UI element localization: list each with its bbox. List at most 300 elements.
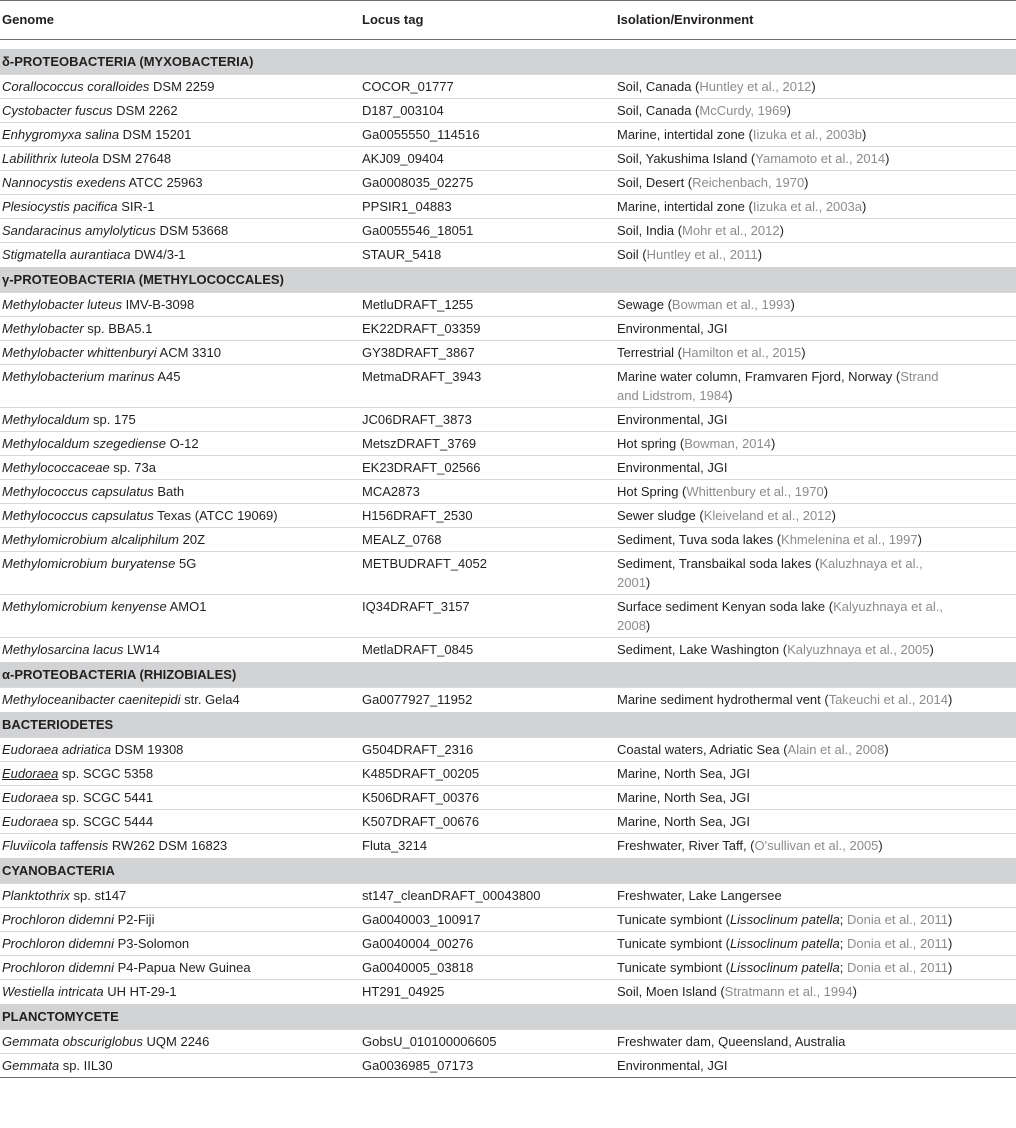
table-row [0, 834, 1016, 858]
locus-tag-cell: G504DRAFT_2316 [360, 738, 615, 762]
environment-close: ) [786, 103, 791, 118]
genome-cell [0, 884, 360, 908]
genome-cell [0, 688, 360, 712]
strain-name: P2-Fiji [114, 912, 155, 927]
environment-close: ) [861, 127, 867, 142]
species-name: Plesiocystis pacifica [2, 199, 118, 214]
table-row [0, 171, 1016, 195]
strain-name: DSM 53668 [155, 223, 229, 238]
citation-link[interactable]: Kleiveland et al., 2012 [703, 508, 832, 523]
environment-close: ) [804, 175, 809, 190]
environment-cell [615, 147, 1016, 171]
environment-cell [615, 243, 1016, 267]
strain-name: P3-Solomon [114, 936, 190, 951]
genome-cell [0, 810, 360, 834]
table-row [0, 365, 1016, 408]
environment-cell [615, 171, 1016, 195]
table-row [0, 932, 1016, 956]
strain-name: sp. IIL30 [59, 1058, 113, 1073]
locus-tag-cell: Ga0055546_18051 [360, 219, 615, 243]
citation-link[interactable]: Alain et al., 2008 [787, 742, 885, 757]
locus-tag-cell: GY38DRAFT_3867 [360, 341, 615, 365]
genome-cell [0, 123, 360, 147]
host-species: Lissoclinum patella [729, 912, 840, 927]
table-row [0, 595, 1016, 638]
table-row [0, 504, 1016, 528]
citation-link[interactable]: Whittenbury et al., 1970 [686, 484, 824, 499]
genome-cell [0, 528, 360, 552]
environment-text: Soil, Moen Island ( [617, 984, 725, 999]
strain-name: A45 [154, 369, 181, 384]
genome-cell [0, 932, 360, 956]
species-name: Westiella intricata [2, 984, 104, 999]
environment-text: Marine water column, Framvaren Fjord, Norway ( [617, 369, 901, 384]
environment-text: Freshwater, River Taff, ( [617, 838, 755, 853]
locus-tag-cell: MetlaDRAFT_0845 [360, 638, 615, 662]
table-row [0, 1030, 1016, 1054]
citation-link[interactable]: Bowman, 2014 [684, 436, 771, 451]
environment-cell [615, 99, 1016, 123]
environment-cell [615, 932, 1016, 956]
species-name: Eudoraea adriatica [2, 742, 112, 757]
environment-text: Sediment, Lake Washington ( [617, 642, 788, 657]
citation-link[interactable]: Donia et al., 2011 [847, 936, 948, 951]
locus-tag-cell: MetmaDRAFT_3943 [360, 365, 615, 408]
strain-name: LW14 [123, 642, 160, 657]
environment-cell [615, 956, 1016, 980]
environment-close: ) [757, 247, 763, 262]
species-name: Eudoraea [2, 790, 59, 805]
species-name: Methylomicrobium kenyense [2, 599, 167, 614]
header-row [0, 1, 1016, 40]
genome-cell [0, 293, 360, 317]
environment-text: Tunicate symbiont ( [617, 912, 730, 927]
locus-tag-cell: COCOR_01777 [360, 75, 615, 99]
species-name: Eudoraea [2, 814, 59, 829]
environment-close: ) [884, 742, 889, 757]
strain-name: ACM 3310 [156, 345, 221, 360]
table-row [0, 123, 1016, 147]
table-row [0, 75, 1016, 99]
environment-text: Sewer sludge ( [617, 508, 704, 523]
genome-cell [0, 956, 360, 980]
environment-close: ) [823, 484, 829, 499]
citation-link[interactable]: Takeuchi et al., 2014 [828, 692, 948, 707]
environment-close: ) [929, 642, 934, 657]
genome-cell [0, 365, 360, 408]
locus-tag-cell: Ga0040004_00276 [360, 932, 615, 956]
table-row [0, 195, 1016, 219]
strain-name: IMV-B-3098 [121, 297, 195, 312]
table-row [0, 99, 1016, 123]
strain-name: sp. SCGC 5358 [58, 766, 154, 781]
species-name: Methylobacter [2, 321, 84, 336]
environment-cell [615, 456, 1016, 480]
host-separator: ; [839, 936, 848, 951]
environment-close: ) [947, 912, 953, 927]
strain-name: sp. SCGC 5441 [58, 790, 154, 805]
environment-cell [615, 738, 1016, 762]
table-row [0, 293, 1016, 317]
locus-tag-cell: MetszDRAFT_3769 [360, 432, 615, 456]
citation-link[interactable]: Reichenbach, 1970 [692, 175, 805, 190]
section-title: α-PROTEOBACTERIA (RHIZOBIALES) [0, 662, 1016, 688]
section-title: BACTERIODETES [0, 712, 1016, 738]
table-row [0, 1054, 1016, 1078]
header-spacer [0, 40, 1016, 49]
table-row [0, 552, 1016, 595]
locus-tag-cell: EK22DRAFT_03359 [360, 317, 615, 341]
environment-text: Soil ( [617, 247, 647, 262]
environment-text: Coastal waters, Adriatic Sea ( [617, 742, 788, 757]
citation-link[interactable]: Huntley et al., 2012 [699, 79, 812, 94]
genome-cell [0, 908, 360, 932]
section-title: γ-PROTEOBACTERIA (METHYLOCOCCALES) [0, 267, 1016, 293]
species-name: Corallococcus coralloides [2, 79, 150, 94]
genome-cell [0, 408, 360, 432]
citation-link[interactable]: Khmelenina et al., 1997 [781, 532, 918, 547]
citation-link[interactable]: Iizuka et al., 2003b [752, 127, 862, 142]
table-row [0, 408, 1016, 432]
strain-name: sp. 175 [89, 412, 136, 427]
environment-cell [615, 1030, 1016, 1054]
genome-cell [0, 786, 360, 810]
locus-tag-cell: D187_003104 [360, 99, 615, 123]
environment-close: ) [947, 692, 953, 707]
strain-name: DSM 27648 [98, 151, 172, 166]
species-name: Methylococcus capsulatus [2, 484, 154, 499]
species-name: Stigmatella aurantiaca [2, 247, 131, 262]
genome-cell [0, 595, 360, 638]
environment-cell [615, 980, 1016, 1004]
environment-text: Environmental, JGI [617, 412, 728, 427]
table-row [0, 884, 1016, 908]
species-name: Methylosarcina lacus [2, 642, 124, 657]
strain-name: AMO1 [166, 599, 207, 614]
strain-name: 5G [175, 556, 197, 571]
citation-link[interactable]: Kalyuzhnaya et al., 2008 [617, 599, 943, 633]
environment-close: ) [811, 79, 816, 94]
strain-name: DSM 19308 [111, 742, 184, 757]
environment-text: Sediment, Transbaikal soda lakes ( [617, 556, 820, 571]
genome-cell [0, 99, 360, 123]
strain-name: sp. SCGC 5444 [58, 814, 154, 829]
genome-cell [0, 738, 360, 762]
locus-tag-cell: H156DRAFT_2530 [360, 504, 615, 528]
section-title: δ-PROTEOBACTERIA (MYXOBACTERIA) [0, 49, 1016, 75]
environment-text: Freshwater dam, Queensland, Australia [617, 1034, 846, 1049]
citation-link[interactable]: O'sullivan et al., 2005 [754, 838, 879, 853]
table-row [0, 688, 1016, 712]
environment-cell [615, 908, 1016, 932]
environment-cell [615, 341, 1016, 365]
strain-name: str. Gela4 [180, 692, 240, 707]
citation-link[interactable]: Hamilton et al., 2015 [682, 345, 802, 360]
species-name: Enhygromyxa salina [2, 127, 120, 142]
species-name: Cystobacter fuscus [2, 103, 113, 118]
environment-cell [615, 317, 1016, 341]
genome-cell [0, 317, 360, 341]
table-row [0, 762, 1016, 786]
table-header [0, 1, 1016, 40]
environment-text: Sediment, Tuva soda lakes ( [617, 532, 782, 547]
environment-text: Tunicate symbiont ( [617, 960, 730, 975]
environment-text: Terrestrial ( [617, 345, 683, 360]
strain-name: O-12 [166, 436, 199, 451]
environment-close: ) [645, 575, 651, 590]
species-name: Methylococcus capsulatus [2, 508, 154, 523]
section-row [0, 662, 1016, 688]
table-row [0, 317, 1016, 341]
environment-cell [615, 365, 1016, 408]
strain-name: sp. BBA5.1 [83, 321, 153, 336]
genome-cell [0, 195, 360, 219]
environment-text: Marine, North Sea, JGI [617, 766, 750, 781]
species-name: Methylomicrobium alcaliphilum [2, 532, 180, 547]
locus-tag-cell: METBUDRAFT_4052 [360, 552, 615, 595]
species-name: Methyloceanibacter caenitepidi [2, 692, 181, 707]
environment-text: Marine, North Sea, JGI [617, 814, 750, 829]
citation-link[interactable]: Strand and Lidstrom, 1984 [617, 369, 939, 403]
genome-cell [0, 243, 360, 267]
environment-cell [615, 810, 1016, 834]
genome-cell [0, 762, 360, 786]
environment-text: Marine sediment hydrothermal vent ( [617, 692, 829, 707]
environment-cell [615, 480, 1016, 504]
host-species: Lissoclinum patella [729, 960, 840, 975]
citation-link[interactable]: Donia et al., 2011 [847, 912, 948, 927]
environment-text: Surface sediment Kenyan soda lake ( [617, 599, 834, 614]
environment-cell [615, 595, 1016, 638]
environment-close: ) [852, 984, 857, 999]
table-row [0, 980, 1016, 1004]
species-name: Methylocaldum szegediense [2, 436, 167, 451]
locus-tag-cell: Ga0040005_03818 [360, 956, 615, 980]
environment-text: Hot spring ( [617, 436, 685, 451]
genome-cell [0, 456, 360, 480]
locus-tag-cell: Fluta_3214 [360, 834, 615, 858]
environment-close: ) [885, 151, 890, 166]
species-name: Methylocaldum [2, 412, 90, 427]
species-name: Planktothrix [2, 888, 70, 903]
locus-tag-cell: IQ34DRAFT_3157 [360, 595, 615, 638]
species-name: Gemmata obscuriglobus [2, 1034, 143, 1049]
locus-tag-cell: st147_cleanDRAFT_00043800 [360, 884, 615, 908]
strain-name: DSM 15201 [119, 127, 192, 142]
locus-tag-cell: Ga0036985_07173 [360, 1054, 615, 1078]
locus-tag-cell: GobsU_010100006605 [360, 1030, 615, 1054]
environment-cell [615, 552, 1016, 595]
section-row [0, 267, 1016, 293]
species-name: Methylobacter luteus [2, 297, 122, 312]
environment-cell [615, 293, 1016, 317]
species-name: Prochloron didemni [2, 960, 115, 975]
strain-name: Bath [153, 484, 185, 499]
genome-cell [0, 1054, 360, 1078]
environment-cell [615, 408, 1016, 432]
environment-text: Sewage ( [617, 297, 672, 312]
locus-tag-cell: K506DRAFT_00376 [360, 786, 615, 810]
environment-cell [615, 432, 1016, 456]
environment-text: Marine, North Sea, JGI [617, 790, 750, 805]
species-name: Nannocystis exedens [2, 175, 126, 190]
table-row [0, 243, 1016, 267]
strain-name: DSM 2262 [112, 103, 178, 118]
environment-text: Freshwater, Lake Langersee [617, 888, 782, 903]
environment-text: Soil, India ( [617, 223, 683, 238]
environment-text: Environmental, JGI [617, 460, 728, 475]
table-row [0, 908, 1016, 932]
strain-name: DW4/3-1 [130, 247, 186, 262]
environment-text: Soil, Canada ( [617, 103, 700, 118]
host-species: Lissoclinum patella [729, 936, 840, 951]
section-row [0, 712, 1016, 738]
section-title: PLANCTOMYCETE [0, 1004, 1016, 1030]
genome-cell [0, 171, 360, 195]
locus-tag-cell: K507DRAFT_00676 [360, 810, 615, 834]
environment-text: Environmental, JGI [617, 321, 728, 336]
header-genome: Genome [0, 1, 360, 40]
strain-name: sp. 73a [109, 460, 156, 475]
species-name: Fluviicola taffensis [2, 838, 109, 853]
citation-link[interactable]: Bowman et al., 1993 [671, 297, 791, 312]
environment-cell [615, 884, 1016, 908]
environment-close: ) [801, 345, 806, 360]
environment-close: ) [947, 936, 953, 951]
species-name: Prochloron didemni [2, 912, 115, 927]
genome-cell [0, 504, 360, 528]
section-row [0, 1004, 1016, 1030]
genome-cell [0, 147, 360, 171]
environment-close: ) [917, 532, 922, 547]
section-row [0, 49, 1016, 75]
table-row [0, 432, 1016, 456]
citation-link[interactable]: Donia et al., 2011 [847, 960, 948, 975]
species-name: Methylococcaceae [2, 460, 110, 475]
table-row [0, 738, 1016, 762]
locus-tag-cell: PPSIR1_04883 [360, 195, 615, 219]
citation-link[interactable]: Iizuka et al., 2003a [752, 199, 862, 214]
environment-text: Soil, Yakushima Island ( [617, 151, 756, 166]
section-title: CYANOBACTERIA [0, 858, 1016, 884]
environment-close: ) [947, 960, 953, 975]
environment-text: Tunicate symbiont ( [617, 936, 730, 951]
environment-cell [615, 762, 1016, 786]
strain-name: UQM 2246 [142, 1034, 210, 1049]
environment-close: ) [861, 199, 867, 214]
environment-close: ) [645, 618, 651, 633]
locus-tag-cell: Ga0077927_11952 [360, 688, 615, 712]
locus-tag-cell: K485DRAFT_00205 [360, 762, 615, 786]
strain-name: ATCC 25963 [125, 175, 203, 190]
table-row [0, 956, 1016, 980]
strain-name: 20Z [179, 532, 206, 547]
environment-cell [615, 1054, 1016, 1078]
environment-text: Soil, Canada ( [617, 79, 700, 94]
strain-name: sp. st147 [69, 888, 127, 903]
genome-cell [0, 219, 360, 243]
environment-cell [615, 123, 1016, 147]
genome-cell [0, 341, 360, 365]
species-name: Methylobacterium marinus [2, 369, 155, 384]
table-row [0, 638, 1016, 662]
environment-cell [615, 688, 1016, 712]
genome-cell [0, 432, 360, 456]
strain-name: Texas (ATCC 19069) [153, 508, 278, 523]
species-name: Eudoraea [2, 766, 59, 781]
citation-link[interactable]: Mohr et al., 2012 [682, 223, 780, 238]
table-row [0, 341, 1016, 365]
table-row [0, 528, 1016, 552]
table-row [0, 147, 1016, 171]
environment-close: ) [878, 838, 883, 853]
environment-close: ) [831, 508, 836, 523]
host-separator: ; [839, 912, 848, 927]
table-row [0, 786, 1016, 810]
environment-cell [615, 219, 1016, 243]
genome-cell [0, 980, 360, 1004]
citation-link[interactable]: McCurdy, 1969 [699, 103, 787, 118]
environment-cell [615, 75, 1016, 99]
genome-cell [0, 75, 360, 99]
locus-tag-cell: MetluDRAFT_1255 [360, 293, 615, 317]
strain-name: P4-Papua New Guinea [114, 960, 251, 975]
table-row [0, 219, 1016, 243]
strain-name: UH HT-29-1 [103, 984, 177, 999]
genome-cell [0, 638, 360, 662]
header-locus-tag: Locus tag [360, 1, 615, 40]
citation-link[interactable]: Kaluzhnaya et al., 2001 [617, 556, 923, 590]
locus-tag-cell: EK23DRAFT_02566 [360, 456, 615, 480]
environment-close: ) [790, 297, 795, 312]
genome-cell [0, 480, 360, 504]
locus-tag-cell: HT291_04925 [360, 980, 615, 1004]
citation-link[interactable]: Kalyuzhnaya et al., 2005 [787, 642, 930, 657]
locus-tag-cell: Ga0008035_02275 [360, 171, 615, 195]
section-row [0, 858, 1016, 884]
environment-text: Environmental, JGI [617, 1058, 728, 1073]
environment-close: ) [728, 388, 733, 403]
strain-name: DSM 2259 [149, 79, 215, 94]
environment-cell [615, 504, 1016, 528]
citation-link[interactable]: Yamamoto et al., 2014 [755, 151, 886, 166]
environment-text: Marine, intertidal zone ( [617, 127, 753, 142]
genome-cell [0, 834, 360, 858]
locus-tag-cell: Ga0055550_114516 [360, 123, 615, 147]
strain-name: SIR-1 [117, 199, 155, 214]
environment-cell [615, 834, 1016, 858]
environment-cell [615, 528, 1016, 552]
citation-link[interactable]: Huntley et al., 2011 [646, 247, 758, 262]
species-name: Prochloron didemni [2, 936, 115, 951]
environment-cell [615, 195, 1016, 219]
locus-tag-cell: Ga0040003_100917 [360, 908, 615, 932]
species-name: Gemmata [2, 1058, 60, 1073]
environment-text: Hot Spring ( [617, 484, 687, 499]
species-name: Methylomicrobium buryatense [2, 556, 176, 571]
species-name: Methylobacter whittenburyi [2, 345, 157, 360]
locus-tag-cell: MEALZ_0768 [360, 528, 615, 552]
citation-link[interactable]: Stratmann et al., 1994 [724, 984, 853, 999]
table-row [0, 810, 1016, 834]
environment-cell [615, 638, 1016, 662]
table-row [0, 480, 1016, 504]
genome-cell [0, 552, 360, 595]
environment-close: ) [779, 223, 784, 238]
table-row [0, 456, 1016, 480]
locus-tag-cell: STAUR_5418 [360, 243, 615, 267]
genome-cell [0, 1030, 360, 1054]
